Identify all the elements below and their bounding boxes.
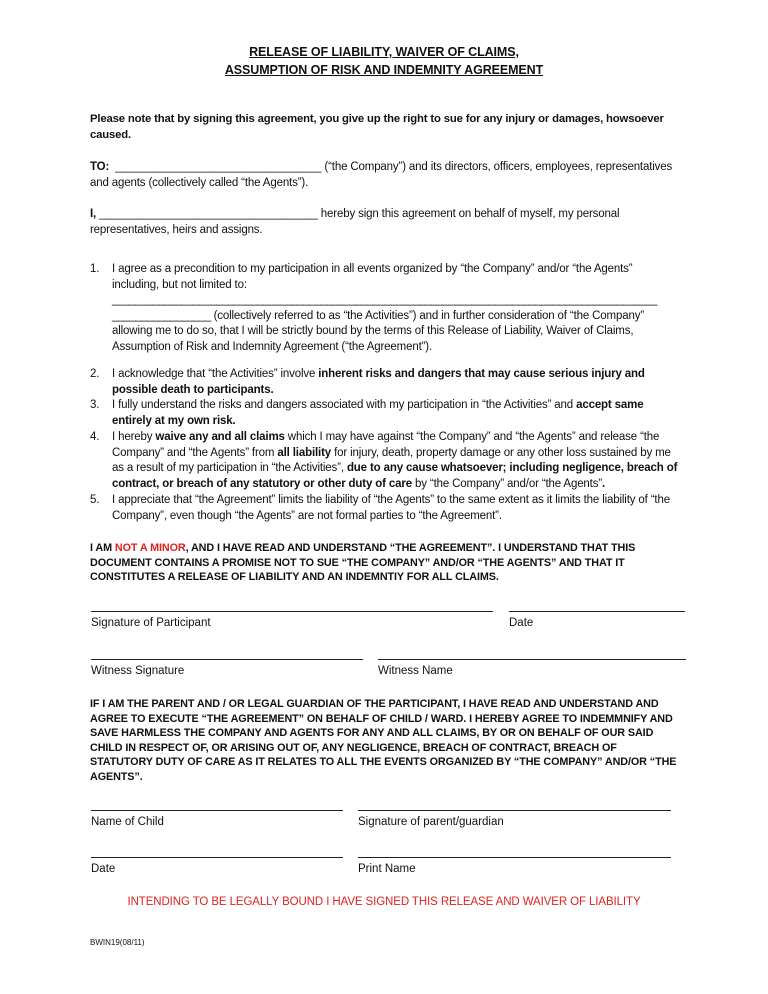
witness-signature-label: Witness Signature: [91, 665, 185, 677]
guardian-date-line[interactable]: [91, 857, 343, 858]
child-name-label: Name of Child: [91, 816, 164, 828]
list-item-4: [90, 430, 680, 492]
item-4-text-h: .: [602, 477, 606, 490]
print-name-line[interactable]: [358, 857, 671, 858]
participant-signature-label: Signature of Participant: [91, 617, 211, 629]
child-name-line[interactable]: [91, 810, 343, 811]
item-2-text-bold: inherent risks and dangers that may cause serious injury and possible death to participants.: [112, 368, 645, 396]
item-4-text-a: I hereby: [112, 431, 156, 443]
item-4-text-g: by “the Company” and/or “the Agents”: [411, 477, 603, 490]
item-4-text-e: for injury, death, property damage or any other loss sustained by me as a result of my participation in “the Activities”,: [112, 446, 671, 475]
item-1-text-b: (collectively referred to as “the Activities”) and in further consideration of “the Company” allowing me to do so, that I will be strictly bound by the terms of this Release of Liability, Waiver of Claims, Assumption of Risk and Indemnity Agreement (“the Agreement”).: [112, 309, 644, 353]
item-5-text: I appreciate that “the Agreement” limits the liability of “the Agents” to the same extent as it limits the liability of “the Company”, even though “the Agents” are not formal parties to “the Agreement”.: [112, 494, 670, 522]
witness-name-line[interactable]: [378, 659, 686, 660]
list-number: 2.: [90, 368, 100, 380]
print-name-label: Print Name: [358, 863, 416, 875]
participant-name-blank: ___________________________________: [96, 208, 318, 220]
title-line-1: RELEASE OF LIABILITY, WAIVER OF CLAIMS,: [249, 45, 519, 59]
guardian-signature-label: Signature of parent/guardian: [358, 816, 504, 828]
list-item-2: [90, 367, 680, 398]
minor-post: , AND I HAVE READ AND UNDERSTAND “THE AGREEMENT”. I UNDERSTAND THAT THIS DOCUMENT CONTAINS A PROMISE NOT TO SUE “THE COMPANY” AND/OR “THE AGENTS” AND THAT IT CONSTITUTES A RELEASE OF LIABILITY AND AN INDEMNTIY FOR ALL CLAIMS.: [90, 542, 636, 583]
notice-text: Please note that by signing this agreement, you give up the right to sue for any injury or damages, howsoever caused.: [90, 113, 664, 141]
witness-signature-line[interactable]: [91, 659, 363, 660]
list-number: 1.: [90, 263, 100, 275]
list-item-3: [90, 398, 680, 429]
i-label: I,: [90, 208, 97, 220]
to-text: (“the Company”) and its directors, officers, employees, representatives and agents (collectively called “the Agents”).: [90, 161, 673, 189]
activities-blank: ______________________________________________________________________________________________ _________________: [112, 294, 657, 322]
item-4-text-c: which I may have against “the Company” and “the Agents” and release “the Company” and “the Agents” from: [112, 431, 660, 459]
guardian-statement: IF I AM THE PARENT AND / OR LEGAL GUARDIAN OF THE PARTICIPANT, I HAVE READ AND UNDERSTAND AND AGREE TO EXECUTE “THE AGREEMENT” ON BEHALF OF CHILD / WARD. I HEREBY AGREE TO INDEMMNIFY AND SAVE HARMLESS THE COMPANY AND AGENTS FOR ANY AND ALL CLAIMS, BY OR ON BEHALF OF OUR SAID CHILD IN RESPECT OF, OR ARISING OUT OF, ANY NEGLIGENCE, BREACH OF CONTRACT, BREACH OF STATUTORY DUTY OF CARE AS IT RELATES TO ALL THE EVENTS ORGANIZED BY “THE COMPANY” AND/OR “THE AGENTS”.: [90, 698, 677, 783]
list-item-5: [90, 493, 680, 524]
minor-statement: [90, 541, 680, 585]
item-4-text-d: all liability: [277, 446, 332, 459]
list-number: 4.: [90, 431, 100, 443]
item-4-text-b: waive any and all claims: [155, 431, 285, 443]
title-line-2: ASSUMPTION OF RISK AND INDEMNITY AGREEMENT: [224, 63, 544, 77]
item-1-text-a: I agree as a precondition to my participation in all events organized by “the Company” and/or “the Agents” including, but not limited to:: [112, 263, 633, 291]
form-code: BWIN19(08/11): [90, 938, 145, 947]
list-number: 5.: [90, 494, 100, 506]
i-text: hereby sign this agreement on behalf of myself, my personal representatives, heirs and assigns.: [90, 208, 620, 236]
minor-pre: I AM: [90, 542, 115, 554]
guardian-signature-line[interactable]: [358, 810, 671, 811]
intending-statement: INTENDING TO BE LEGALLY BOUND I HAVE SIGNED THIS RELEASE AND WAIVER OF LIABILITY: [127, 896, 641, 908]
to-label: TO:: [90, 161, 110, 173]
item-4-text-f: due to any cause whatsoever; including negligence, breach of contract, or breach of any statutory or other duty of care: [112, 462, 678, 490]
item-2-text-a: I acknowledge that “the Activities” involve: [112, 368, 319, 380]
date-label: Date: [509, 617, 534, 629]
not-a-minor-highlight: NOT A MINOR: [114, 542, 186, 554]
list-number: 3.: [90, 399, 100, 411]
list-item-1: [90, 262, 680, 356]
item-3-text-a: I fully understand the risks and dangers associated with my participation in “the Activities” and: [112, 399, 577, 411]
i-paragraph: [90, 206, 680, 238]
to-paragraph: [90, 159, 680, 191]
item-3-text-bold: accept same entirely at my own risk.: [112, 399, 644, 427]
witness-name-label: Witness Name: [378, 665, 453, 677]
company-name-blank: _________________________________: [115, 161, 322, 173]
participant-signature-line[interactable]: [91, 611, 493, 612]
guardian-date-label: Date: [91, 863, 116, 875]
date-line[interactable]: [509, 611, 685, 612]
